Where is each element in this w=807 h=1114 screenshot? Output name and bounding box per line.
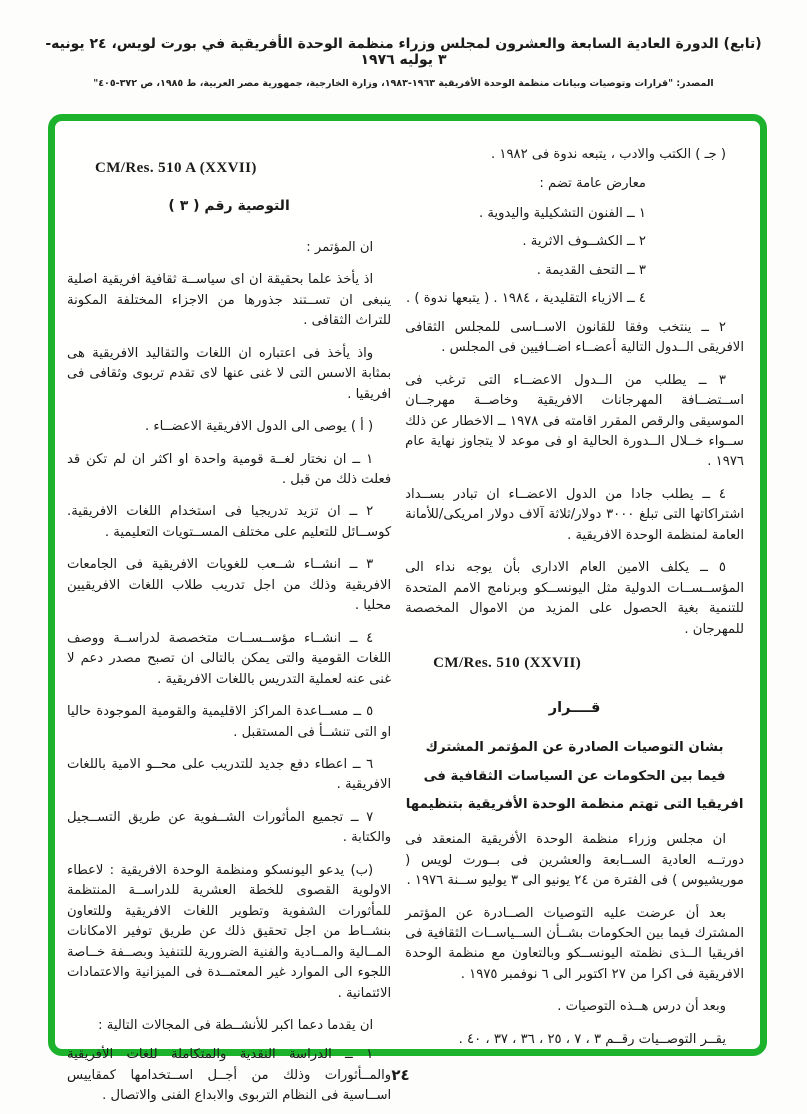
list-item: ٤ ــ انشــاء مؤســســات متخصصة لدراســة ووصف اللغات القومية والتى يمكن بالتالى ان تصبح مصدر دعم لا غنى عنه لعملية التدريس باللغات الافريقية . — [67, 630, 392, 687]
decision-subtitle-line: بشان التوصيات الصادرة عن المؤتمر المشترك — [425, 739, 724, 755]
list-item: ٦ ــ اعطاء دفع جديد للتدريب على محــو الامية باللغات الافريقية . — [67, 757, 392, 793]
decision-subtitle-line: فيما بين الحكومات عن السياسات الثقافية فى — [423, 768, 726, 784]
paragraph: وبعد أن درس هــذه التوصيات . — [557, 999, 726, 1015]
list-item: ١ ــ ان نختار لغــة قومية واحدة او اكثر ان لم تكن قد فعلت ذلك من قبل . — [67, 451, 392, 488]
exhibit-item: ٤ ــ الازياء التقليدية ، ١٩٨٤ . ( يتبعها ندوة ) . — [406, 291, 646, 307]
paragraph: ان يقدما دعما اكبر للأنشــطة فى المجالات التالية : — [98, 1017, 374, 1033]
paragraph: ( جـ ) الكتب والادب ، يتبعه ندوة فى ١٩٨٢ . — [491, 147, 726, 162]
list-item: ٣ ــ يطلب من الــدول الاعضــاء التى ترغب فى اســتضــافة المهرجانات الافريقية وخاصــة مهرجــان الموسيقى والرقص المقرر اقامته فى ١٩٧٨ ــ الاخطار عن ذلك ســواء خــلال الــدورة الحالية او فى موعد لا يتجاوز نهاية عام ١٩٧٦ . — [405, 372, 745, 470]
list-item: ٣ ــ انشــاء شــعب للغويات الافريقية فى الجامعات الافريقية وذلك من اجل تدريب طلاب اللغات الافريقيين محليا . — [67, 557, 392, 614]
two-column-layout — [55, 121, 760, 1104]
left-column — [67, 145, 392, 1104]
list-item: ٤ ــ يطلب جادا من الدول الاعضــاء ان تبادر بســداد اشتراكاتها التى تبلغ ٣٠٠٠ دولار/ثلاثة آلاف دولار امريكى/للأمانة العامة لمنظمة الوحدة الافريقية . — [405, 486, 744, 543]
paragraph: (ب) يدعو اليونسكو ومنظمة الوحدة الافريقية : لاعطاء الاولوية القصوى للخطة العشرية للدراســة المنتظمة للمأثورات الشفوية وتطوير اللغات الافريقية وللتعاون بنشــاط من اجل تحقيق ذلك عن طريق توفير الامكانات المــالية والمــادية والفنية الضرورية للتنفيذ وبصــفة خــاصة اللجوء الى الموارد غير المعتمــدة فى الميزانية والاعتمادات الائتمانية . — [67, 862, 392, 1001]
conference-opener: ان المؤتمر : — [306, 239, 374, 255]
paragraph: بعد أن عرضت عليه التوصيات الصــادرة عن المؤتمر المشترك فيما بين الحكومات بشــأن الســياســات الثقافية فى افريقيا الــذى نظمته اليونســكو وبالتعاون مع منظمة الوحدة الافريقية فى اكرا من ٢٧ اكتوبر الى ٦ نوفمبر ١٩٧٥ . — [405, 905, 744, 982]
list-item: ٥ ــ يكلف الامين العام الادارى بأن يوجه نداء الى المؤســســات الدولية مثل اليونســكو وبرنامج الامم المتحدة للتنمية بغية الحصول على المزيد من الاموال المخصصة للمهرجان . — [405, 560, 744, 637]
page-number: ٢٤ — [391, 1066, 410, 1084]
exhibitions-list — [405, 174, 646, 309]
paragraph: اذ يأخذ علما بحقيقة ان اى سياســة ثقافية افريقية اصلية ينبغى ان تســتند جذورها من الاجزاء المختلفة المكونة للتراث الثقافى . — [67, 272, 392, 329]
content-frame — [48, 114, 767, 1104]
header-session-line: (تابع) الدورة العادية السابعة والعشرون لمجلس وزراء منظمة الوحدة الأفريقية في بورت لويس، ٢٤ يونيه- ٣ يوليه ١٩٧٦ — [45, 36, 762, 68]
page-header — [40, 36, 767, 89]
right-column — [405, 145, 744, 1049]
paragraph: ( أ ) يوصى الى الدول الافريقية الاعضــاء . — [144, 419, 374, 435]
recommendation-title: التوصية رقم ( ٣ ) — [168, 198, 290, 215]
exhibit-item: ٣ ــ التحف القديمة . — [536, 262, 646, 278]
decision-title: قــــرار — [548, 700, 601, 717]
list-item: ٧ ــ تجميع المأثورات الشــفوية عن طريق التســجيل والكتابة . — [67, 809, 392, 846]
resolution-ref-510: CM/Res. 510 (XXVII) — [433, 655, 582, 672]
list-item: ٢ ــ ان تزيد تدريجيا فى استخدام اللغات الافريقية. كوســائل للتعليم على مختلف المســتويات التعليمية . — [67, 504, 392, 540]
paragraph: ان مجلس وزراء منظمة الوحدة الأفريقية المنعقد فى دورتــه العادية الســابعة والعشرين فى بــورت لويس ( موريشيوس ) فى الفترة من ٢٤ يونيو الى ٣ يوليو ســنة ١٩٧٦ . — [405, 832, 744, 889]
decision-subtitle-line: افريقيا التى تهتم منظمة الوحدة الأفريقية بتنظيمها — [405, 797, 744, 813]
exhibitions-list-intro: معارض عامة تضم : — [539, 176, 646, 192]
exhibit-item: ١ ــ الفنون التشكيلية واليدوية . — [479, 205, 646, 221]
decision-subtitle — [405, 734, 744, 820]
list-item: ١ ــ الدراسة النقدية والمتكاملة للغات الأفريقية والمــأثورات وذلك من أجــل اســتخدامها كمقاييس اســاسية فى النظام التربوى والابداع الفنى والاتصال . — [67, 1047, 392, 1104]
paragraph: واذ يأخذ فى اعتباره ان اللغات والتقاليد الافريقية هى بمثابة الاسس التى لا غنى عنها لاى تقدم تربوى وثقافى فى افريقيا . — [67, 345, 392, 402]
exhibit-item: ٢ ــ الكشــوف الاثرية . — [522, 234, 646, 250]
header-source-line: المصدر: "قرارات وتوصيات وبيانات منظمة الوحدة الأفريقية ١٩٦٣-١٩٨٣، وزارة الخارجية، جمهورية مصر العربية، ط ١٩٨٥، ص ٣٧٢-٤٠٥" — [93, 78, 714, 89]
resolution-ref-510a: CM/Res. 510 A (XXVII) — [95, 160, 257, 176]
paragraph: يقــر التوصــيات رقــم ٣ ، ٧ ، ٢٥ ، ٣٦ ، ٣٧ ، ٤٠ . — [458, 1031, 726, 1047]
list-item: ٢ ــ ينتخب وفقا للقانون الاســاسى للمجلس الثقافى الافريقى الــدول التالية أعضــاء اضــافيين فى المجلس . — [405, 319, 744, 356]
list-item: ٥ ــ مســاعدة المراكز الاقليمية والقومية الموجودة حاليا او التى تنشــأ فى المستقبل . — [67, 704, 392, 740]
